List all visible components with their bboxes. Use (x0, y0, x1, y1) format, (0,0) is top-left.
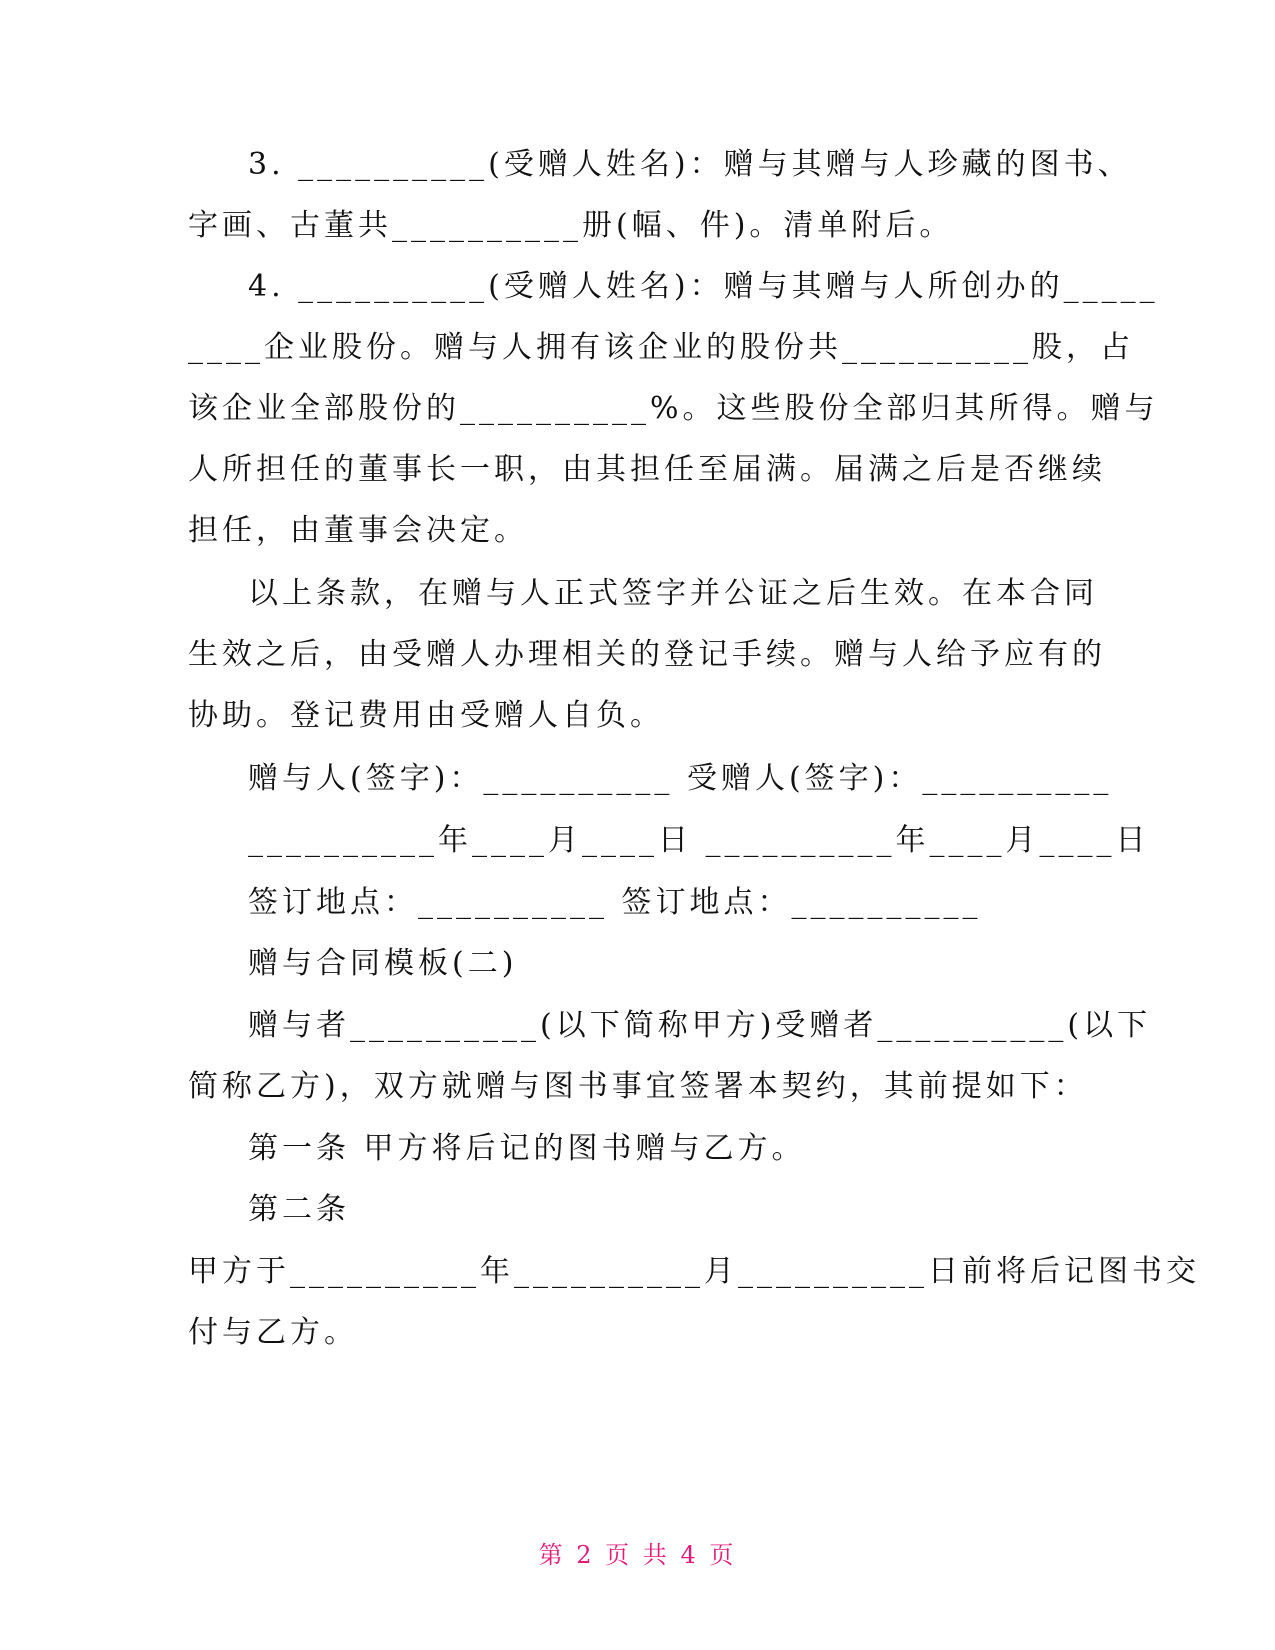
article-1-line: 第一条 甲方将后记的图书赠与乙方。 (248, 1131, 806, 1166)
clause-4-line-2: ____企业股份。赠与人拥有该企业的股份共__________股，占 (188, 330, 1134, 365)
signature-line: 赠与人(签字)：__________ 受赠人(签字)：__________ (248, 761, 1113, 796)
parties-line-2: 简称乙方)，双方就赠与图书事宜签署本契约，其前提如下： (188, 1069, 1088, 1104)
article-2-line-1: 甲方于__________年__________月__________日前将后记图书交 (188, 1254, 1200, 1289)
effect-paragraph-line-1: 以上条款，在赠与人正式签字并公证之后生效。在本合同 (248, 576, 1098, 611)
signing-place-line: 签订地点：__________ 签订地点：__________ (248, 885, 982, 920)
clause-4-line-4: 人所担任的董事长一职，由其担任至届满。届满之后是否继续 (188, 452, 1106, 487)
clause-4-line-3: 该企业全部股份的__________%。这些股份全部归其所得。赠与 (188, 391, 1159, 426)
article-2-heading: 第二条 (248, 1192, 350, 1227)
clause-3-line-2: 字画、古董共__________册(幅、件)。清单附后。 (188, 208, 954, 243)
article-2-line-2: 付与乙方。 (188, 1315, 358, 1350)
clause-4-line-1: 4. __________(受赠人姓名)：赠与其赠与人所创办的_____ (248, 269, 1159, 304)
effect-paragraph-line-3: 协助。登记费用由受赠人自负。 (188, 698, 664, 733)
effect-paragraph-line-2: 生效之后，由受赠人办理相关的登记手续。赠与人给予应有的 (188, 637, 1106, 672)
clause-3-line-1: 3. __________(受赠人姓名)：赠与其赠与人珍藏的图书、 (248, 147, 1132, 182)
page-number-footer: 第 2 页 共 4 页 (538, 1541, 737, 1569)
date-line: __________年____月____日 __________年____月____日 (248, 823, 1150, 858)
section-heading: 赠与合同模板(二) (248, 946, 518, 981)
parties-line-1: 赠与者__________(以下简称甲方)受赠者__________(以下 (248, 1008, 1152, 1043)
clause-4-line-5: 担任，由董事会决定。 (188, 513, 528, 548)
